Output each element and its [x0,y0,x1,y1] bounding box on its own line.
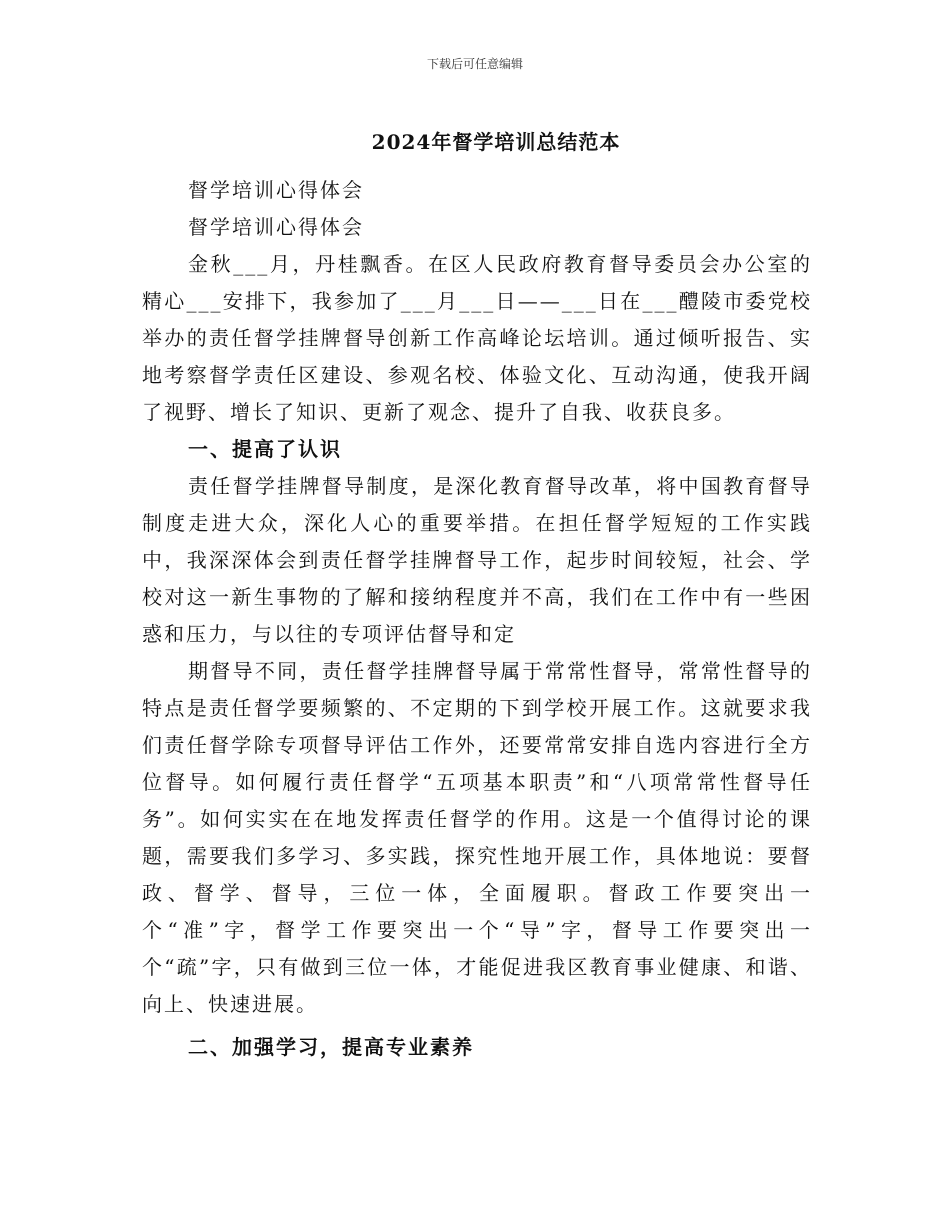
document-title: 2024年督学培训总结范本 [371,130,621,154]
section-1-heading: 一、提高了认识 [188,437,342,461]
subtitle-line-1: 督学培训心得体会 [188,178,364,202]
header-note: 下载后可任意编辑 [426,57,523,71]
intro-paragraph: 金秋___月，丹桂飘香。在区人民政府教育督导委员会办公室的精心___安排下，我参加了___月___日——___日在___醴陵市委党校举办的责任督学挂牌督导创新工作高峰论坛培训。通过倾听报告、实地考察督学责任区建设、参观名校、体验文化、互动沟通，使我开阔了视野、增长了知识、更新了观念、提升了自我、收获良多。 [142,252,812,424]
section-2-heading: 二、加强学习，提高专业素养 [188,1035,474,1059]
section-1-paragraph-1: 责任督学挂牌督导制度，是深化教育督导改革，将中国教育督导制度走进大众，深化人心的重要举措。在担任督学短短的工作实践中，我深深体会到责任督学挂牌督导工作，起步时间较短，社会、学校对这一新生事物的了解和接纳程度并不高，我们在工作中有一些困惑和压力，与以往的专项评估督导和定 [142,474,812,646]
subtitle-line-2: 督学培训心得体会 [188,215,364,239]
document-body [142,172,812,1066]
section-1-paragraph-2: 期督导不同，责任督学挂牌督导属于常常性督导，常常性督导的特点是责任督学要频繁的、不定期的下到学校开展工作。这就要求我们责任督学除专项督导评估工作外，还要常常安排自选内容进行全方位督导。如何履行责任督学“五项基本职责”和“八项常常性督导任务”。如何实实在在地发挥责任督学的作用。这是一个值得讨论的课题，需要我们多学习、多实践，探究性地开展工作，具体地说：要督政、督学、督导，三位一体，全面履职。督政工作要突出一个“准”字，督学工作要突出一个“导”字，督导工作要突出一个“疏”字，只有做到三位一体，才能促进我区教育事业健康、和谐、向上、快速进展。 [142,659,812,1016]
